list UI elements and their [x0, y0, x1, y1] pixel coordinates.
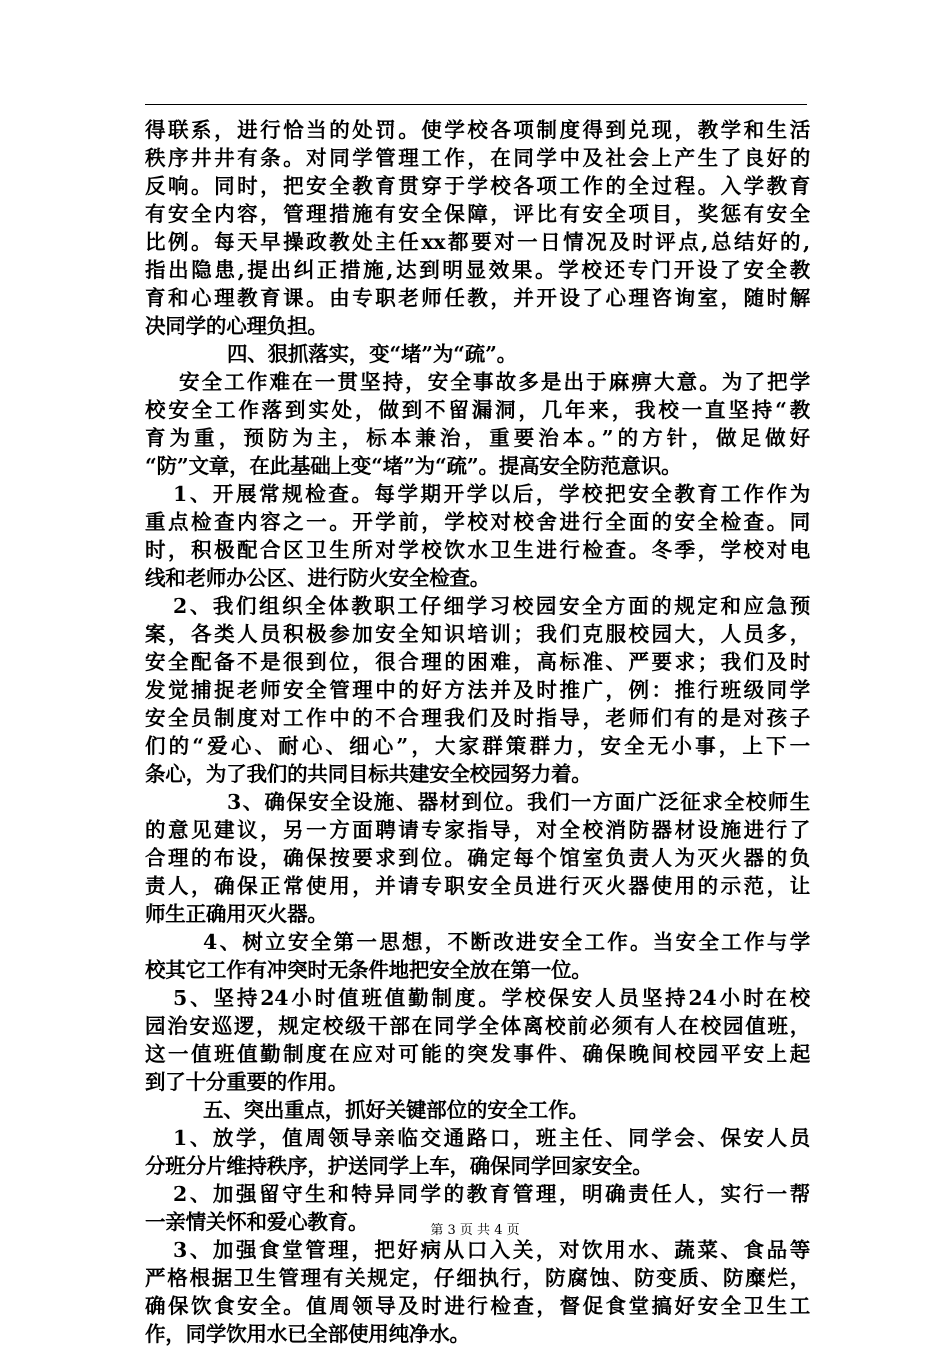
text-line: 合理的布设，确保按要求到位。确定每个馆室负责人为灭火器的负 [145, 846, 810, 870]
text-line: 3、加强食堂管理，把好病从口入关，对饮用水、蔬菜、食品等 [173, 1238, 810, 1262]
text-line: 发觉捕捉老师安全管理中的好方法并及时推广，例：推行班级同学 [145, 678, 810, 702]
text-line: 的意见建议，另一方面聘请专家指导，对全校消防器材设施进行了 [145, 818, 810, 842]
header-divider [145, 104, 807, 105]
text-line: 线和老师办公区、进行防火安全检查。 [145, 566, 491, 590]
text-line: 一亲情关怀和爱心教育。 [145, 1210, 369, 1234]
text-line: 有安全内容，管理措施有安全保障，评比有安全项目，奖惩有安全 [145, 202, 810, 226]
text-line: 重点检查内容之一。开学前，学校对校舍进行全面的安全检查。同 [145, 510, 810, 534]
text-line: 3、确保安全设施、器材到位。我们一方面广泛征求全校师生 [227, 790, 810, 814]
text-line: 安全工作难在一贯坚持，安全事故多是出于麻痹大意。为了把学 [179, 370, 810, 394]
text-line: 确保饮食安全。值周领导及时进行检查，督促食堂搞好安全卫生工 [145, 1294, 810, 1318]
text-line: 四、狠抓落实，变“堵”为“疏”。 [227, 342, 517, 366]
text-line: 作，同学饮用水已全部使用纯净水。 [145, 1322, 470, 1346]
text-line: 决同学的心理负担。 [145, 314, 328, 338]
text-line: 严格根据卫生管理有关规定，仔细执行，防腐蚀、防变质、防糜烂， [145, 1266, 810, 1290]
text-line: 比例。每天早操政教处主任xx都要对一日情况及时评点,总结好的, [145, 230, 810, 254]
text-line: “防”文章，在此基础上变“堵”为“疏”。提高安全防范意识。 [145, 454, 682, 478]
text-line: 指出隐患,提出纠正措施,达到明显效果。学校还专门开设了安全教 [145, 258, 810, 282]
text-line: 条心，为了我们的共同目标共建安全校园努力着。 [145, 762, 592, 786]
text-line: 到了十分重要的作用。 [145, 1070, 348, 1094]
text-line: 2、我们组织全体教职工仔细学习校园安全方面的规定和应急预 [173, 594, 810, 618]
document-body [145, 116, 810, 1348]
text-line: 责人，确保正常使用，并请专职安全员进行灭火器使用的示范，让 [145, 874, 810, 898]
text-line: 1、放学，值周领导亲临交通路口，班主任、同学会、保安人员 [173, 1126, 810, 1150]
text-line: 安全员制度对工作中的不合理我们及时指导，老师们有的是对孩子 [145, 706, 810, 730]
text-line: 园治安巡逻，规定校级干部在同学全体离校前必须有人在校园值班， [145, 1014, 810, 1038]
text-line: 校安全工作落到实处，做到不留漏洞，几年来，我校一直坚持“教 [145, 398, 810, 422]
text-line: 五、突出重点，抓好关键部位的安全工作。 [203, 1098, 589, 1122]
text-line: 育和心理教育课。由专职老师任教，并开设了心理咨询室，随时解 [145, 286, 810, 310]
text-line: 4、树立安全第一思想，不断改进安全工作。当安全工作与学 [203, 930, 810, 954]
text-line: 师生正确用灭火器。 [145, 902, 328, 926]
text-line: 5、坚持24小时值班值勤制度。学校保安人员坚持24小时在校 [173, 986, 810, 1010]
text-line: 案，各类人员积极参加安全知识培训；我们克服校园大，人员多， [145, 622, 810, 646]
text-line: 们的“爱心、耐心、细心”，大家群策群力，安全无小事，上下一 [145, 734, 810, 758]
text-line: 反响。同时，把安全教育贯穿于学校各项工作的全过程。入学教育 [145, 174, 810, 198]
text-line: 安全配备不是很到位，很合理的困难，高标准、严要求；我们及时 [145, 650, 810, 674]
text-line: 时，积极配合区卫生所对学校饮水卫生进行检查。冬季，学校对电 [145, 538, 810, 562]
text-line: 这一值班值勤制度在应对可能的突发事件、确保晚间校园平安上起 [145, 1042, 810, 1066]
page-footer: 第 3 页 共 4 页 [430, 1223, 520, 1238]
text-line: 秩序井井有条。对同学管理工作，在同学中及社会上产生了良好的 [145, 146, 810, 170]
text-line: 分班分片维持秩序，护送同学上车，确保同学回家安全。 [145, 1154, 653, 1178]
text-line: 育为重，预防为主，标本兼治，重要治本。”的方针，做足做好 [145, 426, 810, 450]
text-line: 2、加强留守生和特异同学的教育管理，明确责任人，实行一帮 [173, 1182, 810, 1206]
text-line: 得联系，进行恰当的处罚。使学校各项制度得到兑现，教学和生活 [145, 118, 810, 142]
text-line: 1、开展常规检查。每学期开学以后，学校把安全教育工作作为 [173, 482, 810, 506]
text-line: 校其它工作有冲突时无条件地把安全放在第一位。 [145, 958, 592, 982]
